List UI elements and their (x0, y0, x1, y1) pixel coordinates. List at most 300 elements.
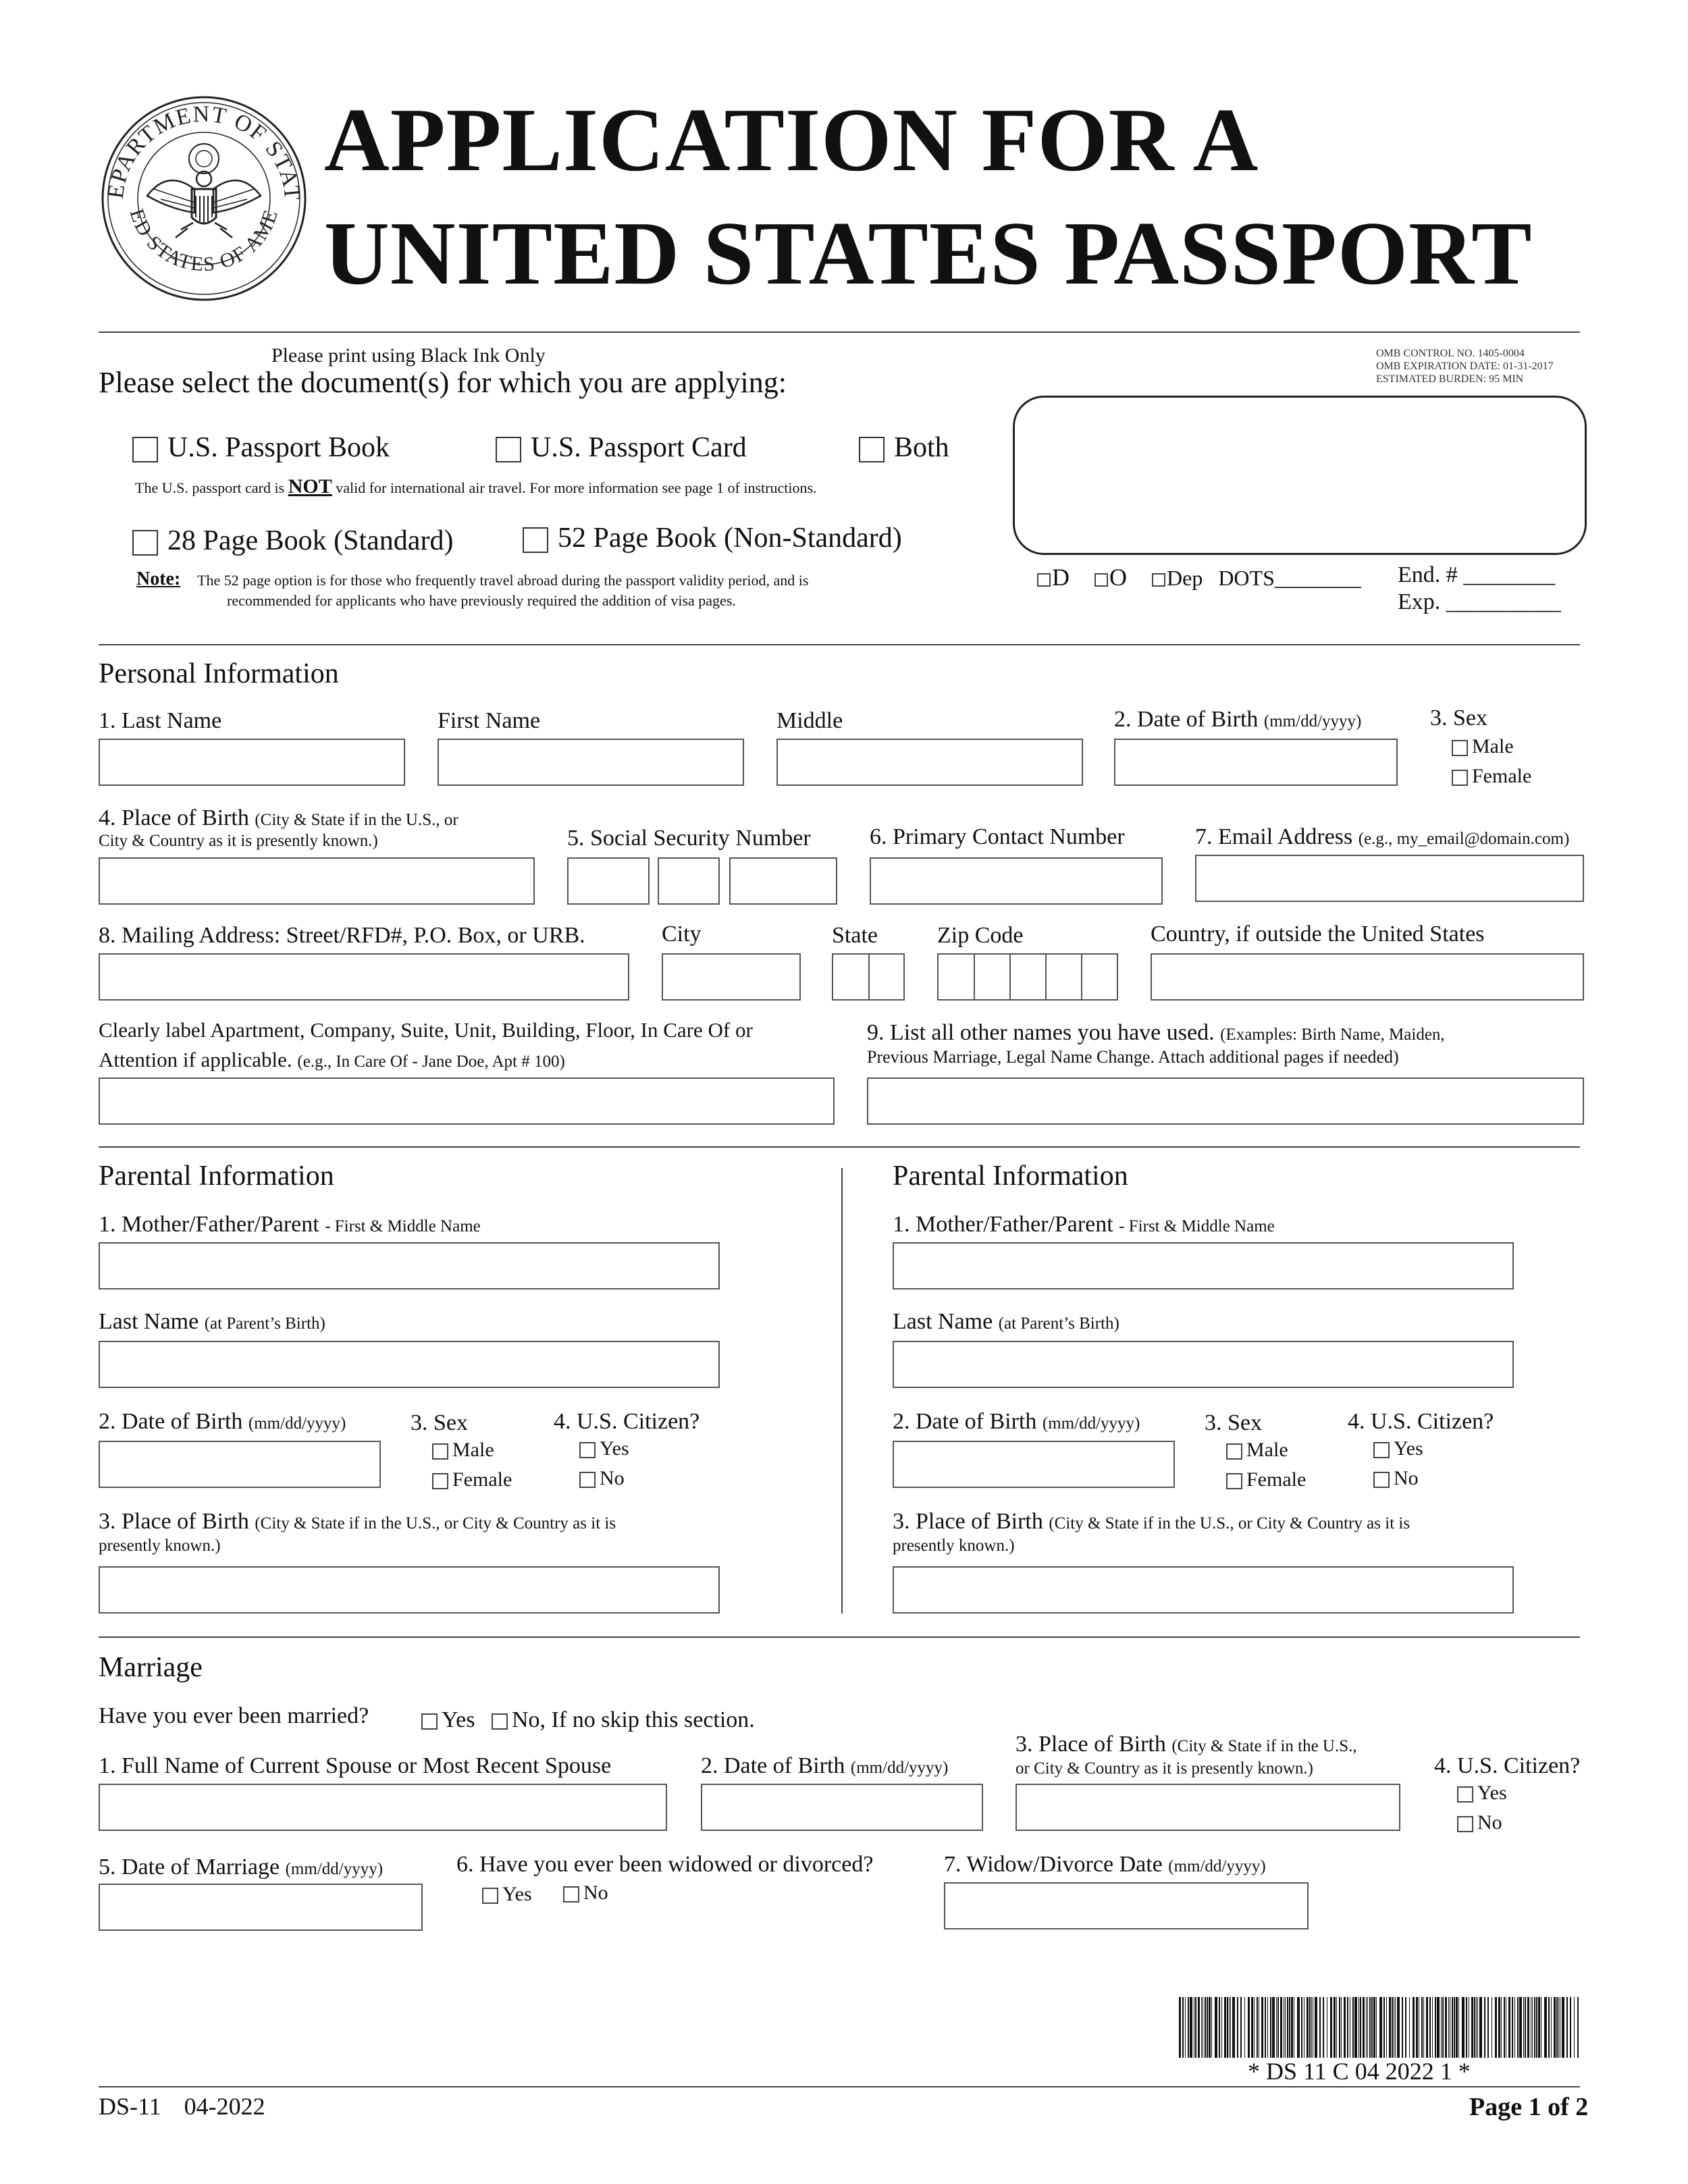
note-line-1: The 52 page option is for those who frequently travel abroad during the passport validity period, and is (197, 572, 809, 589)
barcode-bar (1209, 1997, 1211, 2058)
barcode-bar (1224, 1997, 1226, 2058)
last-name-input[interactable] (99, 739, 405, 786)
barcode-bar (1265, 1997, 1266, 2058)
city-label: City (662, 922, 702, 947)
parent-2-last-name-label (893, 1308, 1119, 1335)
email-label-text: 7. Email Address (1195, 824, 1353, 849)
spouse-dob-text: 2. Date of Birth (701, 1753, 845, 1778)
spouse-citizen-no-option[interactable] (1457, 1811, 1502, 1835)
barcode-bar (1376, 1997, 1377, 2058)
barcode-bar (1556, 1997, 1558, 2058)
divider-parental (99, 1146, 1580, 1148)
barcode-bar (1371, 1997, 1373, 2058)
widow-divorce-date-format: (mm/dd/yyyy) (1168, 1857, 1266, 1875)
other-names-text: 9. List all other names you have used. (867, 1020, 1215, 1045)
personal-section-title: Personal Information (99, 658, 339, 689)
title-line-2: UNITED STATES PASSPORT (324, 203, 1533, 303)
office-o-checkbox[interactable] (1094, 573, 1108, 587)
spouse-pob-text: 3. Place of Birth (1016, 1732, 1166, 1757)
parent-2-citizen-no-option[interactable] (1373, 1466, 1419, 1491)
parent-2-citizen-yes-option[interactable] (1373, 1437, 1423, 1461)
barcode-bar (1195, 1997, 1196, 2058)
spouse-pob-label (1016, 1731, 1357, 1757)
parent-1-last-name-input[interactable] (99, 1341, 720, 1388)
country-input[interactable] (1151, 953, 1584, 1001)
spouse-dob-format: (mm/dd/yyyy) (850, 1759, 949, 1777)
28-page-option[interactable] (132, 524, 453, 558)
parent-2-male-option[interactable] (1226, 1438, 1288, 1462)
pob-input[interactable] (99, 857, 535, 905)
ssn-label: 5. Social Security Number (567, 826, 811, 851)
parent-1-pob-label (99, 1508, 616, 1535)
parent-1-citizen-no-checkbox[interactable] (579, 1472, 596, 1488)
28-page-label: 28 Page Book (Standard) (167, 525, 454, 556)
marriage-date-format: (mm/dd/yyyy) (285, 1860, 384, 1878)
note-line-2: recommended for applicants who have previously required the addition of visa pages. (227, 592, 736, 609)
barcode-bar (1548, 1997, 1550, 2058)
spouse-pob-note-2: or City & Country as it is presently known.) (1016, 1759, 1313, 1778)
barcode-bar (1244, 1997, 1245, 2058)
barcode-bar (1432, 1997, 1433, 2058)
divider-marriage (99, 1636, 1580, 1638)
parent-2-name-text: 1. Mother/Father/Parent (893, 1212, 1113, 1237)
ssn-part-2-input[interactable] (658, 857, 720, 905)
barcode-bar (1215, 1997, 1217, 2058)
parent-2-dob-format: (mm/dd/yyyy) (1042, 1414, 1140, 1433)
barcode-bar (1287, 1997, 1288, 2058)
sex-female-checkbox[interactable] (1452, 770, 1468, 786)
parent-2-citizen-no-checkbox[interactable] (1373, 1472, 1390, 1488)
country-label: Country, if outside the United States (1151, 922, 1485, 947)
barcode-bar (1311, 1997, 1312, 2058)
widowed-no-option[interactable] (563, 1881, 608, 1905)
spouse-citizen-yes-option[interactable] (1457, 1781, 1507, 1805)
barcode-bar (1536, 1997, 1537, 2058)
parent-1-male-label: Male (452, 1439, 494, 1461)
barcode-bar (1383, 1997, 1385, 2058)
parent-2-male-label: Male (1246, 1439, 1288, 1461)
apt-example: (e.g., In Care Of - Jane Doe, Apt # 100) (297, 1053, 565, 1071)
barcode-bar (1517, 1997, 1519, 2058)
barcode-bar (1484, 1997, 1485, 2058)
widowed-label: 6. Have you ever been widowed or divorced? (456, 1852, 874, 1877)
parent-2-citizen-label: 4. U.S. Citizen? (1348, 1409, 1494, 1434)
parent-2-male-checkbox[interactable] (1226, 1443, 1242, 1460)
barcode-bar (1267, 1997, 1268, 2058)
barcode-bar (1409, 1997, 1410, 2058)
marriage-date-text: 5. Date of Marriage (99, 1855, 280, 1880)
parent-1-dob-text: 2. Date of Birth (99, 1409, 243, 1434)
barcode-bar (1448, 1997, 1449, 2058)
parent-2-last-name-input[interactable] (893, 1341, 1514, 1388)
ever-married-no-option[interactable] (492, 1707, 755, 1734)
barcode-bar (1207, 1997, 1208, 2058)
spouse-citizen-no-checkbox[interactable] (1457, 1816, 1473, 1832)
state-label: State (832, 923, 878, 948)
ssn-part-1-input[interactable] (567, 857, 650, 905)
parent-2-pob-input[interactable] (893, 1566, 1514, 1614)
parent-2-citizen-no-label: No (1394, 1467, 1419, 1489)
office-dep-checkbox[interactable] (1152, 573, 1165, 587)
omb-info (1376, 347, 1554, 386)
barcode-bar (1301, 1997, 1302, 2058)
barcode-bar (1504, 1997, 1505, 2058)
city-input[interactable] (662, 953, 801, 1001)
middle-name-input[interactable] (776, 739, 1083, 786)
barcode-bar (1512, 1997, 1513, 2058)
barcode-bar (1435, 1997, 1436, 2058)
ever-married-label: Have you ever been married? (99, 1703, 369, 1728)
spouse-name-label: 1. Full Name of Current Spouse or Most Recent Spouse (99, 1753, 612, 1778)
barcode-bar (1211, 1997, 1212, 2058)
barcode-bar (1577, 1997, 1579, 2058)
pob-label-text: 4. Place of Birth (99, 805, 249, 830)
barcode-bar (1397, 1997, 1400, 2058)
barcode-bar (1437, 1997, 1440, 2058)
barcode-bar (1272, 1997, 1275, 2058)
widowed-yes-checkbox[interactable] (482, 1888, 498, 1904)
parent-1-citizen-yes-label: Yes (600, 1437, 629, 1460)
barcode-bar (1366, 1997, 1367, 2058)
barcode-bar (1458, 1997, 1459, 2058)
barcode-bar (1462, 1997, 1465, 2058)
barcode-bar (1479, 1997, 1482, 2058)
last-name-label: 1. Last Name (99, 708, 222, 733)
form-date: 04-2022 (184, 2093, 265, 2120)
barcode-bar (1416, 1997, 1418, 2058)
barcode-bar (1525, 1997, 1526, 2058)
barcode-bar (1402, 1997, 1403, 2058)
barcode-bar (1309, 1997, 1311, 2058)
28-page-checkbox[interactable] (132, 530, 158, 556)
barcode-bar (1360, 1997, 1361, 2058)
barcode-bar (1558, 1997, 1559, 2058)
barcode-bar (1570, 1997, 1571, 2058)
parent-1-citizen-label: 4. U.S. Citizen? (554, 1409, 700, 1434)
sex-label: 3. Sex (1430, 705, 1487, 730)
barcode-bar (1285, 1997, 1286, 2058)
state-input[interactable] (832, 953, 905, 1001)
barcode-bar (1413, 1997, 1415, 2058)
parent-1-last-name-label (99, 1308, 325, 1335)
apt-line-2-text: Attention if applicable. (99, 1048, 292, 1071)
parent-1-dob-format: (mm/dd/yyyy) (248, 1414, 346, 1433)
parent-1-name-text: 1. Mother/Father/Parent (99, 1212, 319, 1237)
parent-2-name-input[interactable] (893, 1242, 1514, 1289)
passport-book-checkbox[interactable] (132, 437, 158, 462)
barcode-bar (1330, 1997, 1332, 2058)
email-input[interactable] (1195, 855, 1584, 902)
zip-divider-3 (1045, 955, 1047, 999)
barcode-bar (1527, 1997, 1529, 2058)
barcode-bar (1519, 1997, 1522, 2058)
both-checkbox[interactable] (859, 437, 885, 462)
barcode-bar (1405, 1997, 1406, 2058)
barcode-bar (1363, 1997, 1365, 2058)
other-names-example-1: (Examples: Birth Name, Maiden, (1220, 1026, 1445, 1044)
barcode-bar (1395, 1997, 1396, 2058)
parent-1-dob-input[interactable] (99, 1441, 381, 1488)
barcode-bar (1426, 1997, 1428, 2058)
barcode-bar (1251, 1997, 1253, 2058)
parent-2-pob-note-1: (City & State if in the U.S., or City & Country as it is (1049, 1514, 1410, 1533)
sex-male-label: Male (1472, 735, 1514, 757)
barcode-bar (1501, 1997, 1502, 2058)
spouse-citizen-yes-label: Yes (1477, 1782, 1507, 1804)
barcode-bar (1257, 1997, 1258, 2058)
svg-text:UNITED STATES OF AMERICA: ED STATES OF AME (125, 206, 283, 276)
52-page-option[interactable] (523, 521, 902, 555)
other-names-example-2: Previous Marriage, Legal Name Change. Attach additional pages if needed) (867, 1047, 1399, 1067)
parent-1-pob-note-1: (City & State if in the U.S., or City & Country as it is (255, 1514, 616, 1533)
barcode-bar (1508, 1997, 1510, 2058)
barcode-bar (1219, 1997, 1220, 2058)
barcode-bar (1280, 1997, 1282, 2058)
footer-divider (99, 2086, 1580, 2087)
barcode-bar (1421, 1997, 1423, 2058)
parent-1-male-checkbox[interactable] (432, 1443, 448, 1460)
office-o-label: O (1109, 564, 1127, 591)
barcode-bar (1254, 1997, 1255, 2058)
barcode-bar (1339, 1997, 1340, 2058)
parent-2-last-name-note: (at Parent’s Birth) (998, 1314, 1119, 1333)
form-id-text: DS-11 (99, 2093, 161, 2120)
parent-1-female-checkbox[interactable] (432, 1473, 448, 1489)
barcode-bar (1185, 1997, 1186, 2058)
omb-control: OMB CONTROL NO. 1405-0004 (1376, 348, 1525, 359)
office-use-codes (1037, 563, 1361, 592)
barcode (1179, 1997, 1581, 2058)
form-id (99, 2093, 265, 2121)
first-name-label: First Name (438, 708, 541, 733)
barcode-bar (1574, 1997, 1575, 2058)
parent-1-citizen-no-label: No (600, 1467, 625, 1489)
barcode-bar (1532, 1997, 1533, 2058)
office-d-checkbox[interactable] (1037, 573, 1051, 587)
barcode-bar (1369, 1997, 1371, 2058)
spouse-pob-note-1: (City & State if in the U.S., (1171, 1737, 1357, 1755)
passport-card-option[interactable] (496, 431, 747, 464)
barcode-bar (1354, 1997, 1357, 2058)
barcode-bar (1476, 1997, 1477, 2058)
barcode-bar (1232, 1997, 1235, 2058)
apt-line-2 (99, 1048, 565, 1072)
parent-1-pob-input[interactable] (99, 1566, 720, 1614)
barcode-bar (1441, 1997, 1442, 2058)
parent-1-sex-label: 3. Sex (411, 1410, 468, 1435)
dob-label-text: 2. Date of Birth (1114, 707, 1259, 732)
barcode-bar (1334, 1997, 1336, 2058)
department-of-state-seal (100, 95, 308, 302)
sex-female-option[interactable] (1452, 764, 1531, 789)
parent-1-section-title: Parental Information (99, 1161, 334, 1192)
widowed-yes-option[interactable] (482, 1882, 532, 1907)
barcode-bar (1179, 1997, 1181, 2058)
52-page-checkbox[interactable] (523, 527, 548, 553)
zip-divider-1 (974, 955, 975, 999)
parent-2-dob-text: 2. Date of Birth (893, 1409, 1037, 1434)
ever-married-no-checkbox[interactable] (492, 1713, 508, 1730)
barcode-bar (1456, 1997, 1458, 2058)
52-page-label: 52 Page Book (Non-Standard) (558, 523, 902, 554)
parent-1-last-name-text: Last Name (99, 1309, 199, 1334)
parent-2-last-name-text: Last Name (893, 1309, 993, 1334)
barcode-bar (1188, 1997, 1189, 2058)
barcode-bar (1392, 1997, 1393, 2058)
office-exp-label: Exp. __________ (1398, 589, 1561, 614)
sex-male-option[interactable] (1452, 735, 1514, 759)
parent-2-sex-label: 3. Sex (1205, 1410, 1262, 1435)
barcode-bar (1344, 1997, 1346, 2058)
sex-male-checkbox[interactable] (1452, 740, 1468, 756)
passport-card-checkbox[interactable] (496, 437, 521, 462)
pob-label (99, 805, 458, 831)
svg-text:DEPARTMENT OF STATE: EPARTMENT OF STAT (103, 101, 305, 203)
barcode-bar (1341, 1997, 1342, 2058)
both-label: Both (894, 432, 949, 463)
phone-label: 6. Primary Contact Number (870, 824, 1125, 849)
spouse-dob-label (701, 1753, 948, 1779)
barcode-bar (1230, 1997, 1231, 2058)
parent-2-dob-input[interactable] (893, 1441, 1175, 1488)
parent-1-female-option[interactable] (432, 1468, 512, 1492)
parent-1-citizen-yes-option[interactable] (579, 1437, 629, 1461)
other-names-input[interactable] (867, 1077, 1584, 1125)
barcode-bar (1487, 1997, 1489, 2058)
middle-name-label: Middle (776, 708, 843, 733)
marriage-date-label (99, 1854, 383, 1880)
spouse-dob-input[interactable] (701, 1784, 983, 1831)
divider-personal (99, 644, 1580, 645)
parent-1-name-input[interactable] (99, 1242, 720, 1289)
barcode-bar (1373, 1997, 1375, 2058)
barcode-bar (1454, 1997, 1455, 2058)
barcode-bar (1554, 1997, 1556, 2058)
barcode-bar (1471, 1997, 1473, 2058)
barcode-bar (1289, 1997, 1290, 2058)
mailing-address-input[interactable] (99, 953, 629, 1001)
zip-divider-2 (1009, 955, 1011, 999)
passport-book-option[interactable] (132, 431, 390, 464)
parent-1-female-label: Female (452, 1468, 512, 1491)
zip-input[interactable] (937, 953, 1118, 1001)
marriage-section-title: Marriage (99, 1652, 203, 1683)
office-dep-label: Dep (1167, 566, 1203, 590)
parent-2-female-label: Female (1246, 1468, 1307, 1491)
parental-column-divider (841, 1168, 843, 1614)
widow-divorce-date-text: 7. Widow/Divorce Date (944, 1852, 1163, 1877)
dob-format: (mm/dd/yyyy) (1263, 712, 1362, 730)
parent-2-citizen-yes-checkbox[interactable] (1373, 1442, 1390, 1458)
spouse-name-input[interactable] (99, 1784, 667, 1831)
barcode-bar (1307, 1997, 1309, 2058)
barcode-bar (1190, 1997, 1192, 2058)
marriage-date-input[interactable] (99, 1884, 423, 1931)
apt-care-of-input[interactable] (99, 1077, 835, 1125)
pob-note-1: (City & State if in the U.S., or (255, 811, 458, 829)
spouse-citizen-yes-checkbox[interactable] (1457, 1786, 1473, 1803)
first-name-input[interactable] (438, 739, 744, 786)
barcode-graphic (1179, 1997, 1581, 2058)
both-option[interactable] (859, 431, 949, 464)
parent-1-pob-note-2: presently known.) (99, 1537, 221, 1555)
barcode-bar (1221, 1997, 1222, 2058)
parent-1-citizen-no-option[interactable] (579, 1466, 625, 1491)
widowed-no-label: No (583, 1882, 608, 1904)
parent-1-citizen-yes-checkbox[interactable] (579, 1442, 596, 1458)
barcode-bar (1277, 1997, 1279, 2058)
email-example: (e.g., my_email@domain.com) (1358, 830, 1570, 848)
parent-1-male-option[interactable] (432, 1438, 494, 1462)
barcode-bar (1386, 1997, 1387, 2058)
card-note-pre: The U.S. passport card is (135, 479, 285, 496)
parent-2-female-checkbox[interactable] (1226, 1473, 1242, 1489)
barcode-bar (1523, 1997, 1524, 2058)
zip-divider-4 (1081, 955, 1082, 999)
ssn-part-3-input[interactable] (729, 857, 837, 905)
barcode-bar (1566, 1997, 1568, 2058)
parent-2-section-title: Parental Information (893, 1161, 1128, 1192)
barcode-bar (1551, 1997, 1552, 2058)
barcode-bar (1452, 1997, 1453, 2058)
parent-2-pob-label (893, 1508, 1410, 1535)
barcode-bar (1291, 1997, 1293, 2058)
header-divider (99, 331, 1580, 333)
barcode-bar (1498, 1997, 1500, 2058)
widow-divorce-date-input[interactable] (944, 1882, 1309, 1929)
spouse-citizen-label: 4. U.S. Citizen? (1434, 1753, 1581, 1778)
barcode-bar (1261, 1997, 1263, 2058)
parent-2-name-note: - First & Middle Name (1119, 1217, 1275, 1235)
office-use-box (1013, 396, 1587, 555)
barcode-bar (1495, 1997, 1497, 2058)
barcode-bar (1466, 1997, 1467, 2058)
parent-1-name-label (99, 1211, 481, 1237)
barcode-bar (1514, 1997, 1515, 2058)
zip-label: Zip Code (937, 923, 1024, 948)
barcode-bar (1534, 1997, 1535, 2058)
card-validity-note (135, 474, 817, 500)
card-note-not: NOT (288, 475, 332, 498)
select-prompt: Please select the document(s) for which you are applying: (99, 366, 787, 399)
barcode-bar (1240, 1997, 1242, 2058)
parent-2-pob-text: 3. Place of Birth (893, 1509, 1043, 1534)
other-names-label (867, 1019, 1445, 1046)
parent-2-name-label (893, 1211, 1275, 1237)
barcode-bar (1336, 1997, 1337, 2058)
barcode-bar (1227, 1997, 1228, 2058)
parent-2-female-option[interactable] (1226, 1468, 1306, 1492)
spouse-pob-input[interactable] (1016, 1784, 1400, 1831)
widowed-no-checkbox[interactable] (563, 1886, 579, 1902)
barcode-bar (1474, 1997, 1475, 2058)
barcode-bar (1323, 1997, 1324, 2058)
barcode-bar (1201, 1997, 1202, 2058)
ever-married-yes-option[interactable] (421, 1707, 475, 1734)
barcode-bar (1297, 1997, 1300, 2058)
dob-input[interactable] (1114, 739, 1398, 786)
ever-married-yes-checkbox[interactable] (421, 1713, 438, 1730)
email-label (1195, 824, 1569, 850)
barcode-bar (1538, 1997, 1540, 2058)
barcode-bar (1352, 1997, 1354, 2058)
phone-input[interactable] (870, 857, 1163, 905)
ever-married-yes-label: Yes (442, 1707, 475, 1732)
mailing-address-label: 8. Mailing Address: Street/RFD#, P.O. Box, or URB. (99, 923, 585, 948)
barcode-bar (1237, 1997, 1238, 2058)
barcode-bar (1315, 1997, 1317, 2058)
barcode-bar (1276, 1997, 1277, 2058)
